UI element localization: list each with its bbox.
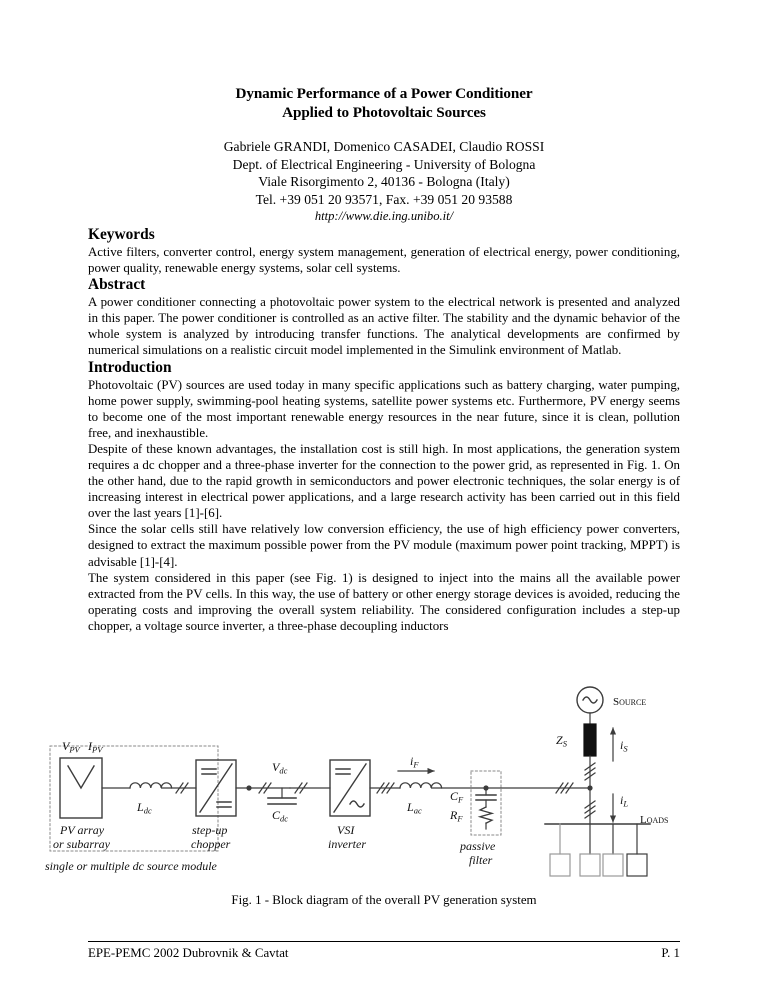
paper-title	[88, 84, 680, 122]
introduction-heading: Introduction	[88, 358, 172, 376]
load-box-1	[550, 854, 570, 876]
page-footer	[88, 946, 680, 961]
abstract-text: A power conditioner connecting a photovoltaic power system to the electrical network is presented and analyzed in this paper. The power conditioner is controlled as an active filter. The stability and the dynamic behavior of the whole system is analyzed by introducing transfer functions. The analytical developments are confirmed by numerical simulations on a realistic circuit model implemented in the Simulink environment of Matlab.	[88, 295, 680, 358]
pv-system-block-diagram	[0, 676, 768, 891]
resistor-rf-symbol	[480, 807, 492, 823]
label-filter-line1: passive	[460, 839, 496, 853]
figure-caption: Fig. 1 - Block diagram of the overall PV generation system	[231, 893, 537, 907]
figure-1	[0, 676, 768, 916]
label-chopper-line1: step-up	[192, 823, 228, 837]
label-loads: Loads	[640, 814, 669, 826]
label-current-is: $i_S$	[620, 738, 628, 754]
introduction-paragraph-4: The system considered in this paper (see Fig. 1) is designed to inject into the mains all the available power extracted from the PV cells. In this way, the use of battery or other energy storage devices is avoided, reducing the operating costs and improving the overall system reliability. The considered configuration includes a step-up chopper, a voltage source inverter, a three-phase decoupling inductors	[88, 570, 680, 633]
label-cap-cf: $C_F$	[450, 789, 464, 805]
label-module-note: single or multiple dc source module	[45, 859, 217, 873]
label-pv-current: $I_{PV}$	[88, 739, 103, 755]
footer-divider	[88, 941, 680, 942]
footer-conference: EPE-PEMC 2002 Dubrovnik & Cavtat	[88, 946, 289, 960]
introduction-paragraph-1: Photovoltaic (PV) sources are used today in many specific applications such as battery charging, water pumping, home power supply, swimming-pool heating systems, satellite power systems etc. Furthermore, PV energy seems to become one of the most important renewable energy resources in the near future, since it is clean, pollution free, and inexhaustible.	[88, 377, 680, 440]
abstract-heading: Abstract	[88, 276, 146, 294]
label-inductor-ldc: $L_{dc}$	[137, 800, 152, 816]
introduction-paragraph-2: Despite of these known advantages, the installation cost is still high. In most applications, the generation system requires a dc chopper and a three-phase inverter for the connection to the power grid, as represented in Fig. 1. On the other hand, due to the rapid growth in semiconductors and power electronic techniques, the solar energy is of increasing interest in electrical power applications, and a large research activity has been carried out in this field over the last years [1]-[6].	[88, 441, 680, 521]
load-box-2	[580, 854, 600, 876]
label-cdc: $C_{dc}$	[272, 808, 289, 824]
vsi-ac-sine-glyph	[350, 801, 364, 807]
title-line-1: Dynamic Performance of a Power Conditioner	[235, 85, 533, 102]
keywords-text: Active filters, converter control, energy system management, generation of electrical energy, power conditioning, power quality, renewable energy systems, solar cell systems.	[88, 244, 680, 276]
label-current-il: $i_L$	[620, 793, 629, 809]
label-pv-array-line2: or subarray	[53, 837, 111, 851]
homepage-url[interactable]: http://www.die.ing.unibo.it/	[314, 209, 454, 224]
keywords-heading: Keywords	[88, 225, 155, 243]
affiliation: Dept. of Electrical Engineering - University of Bologna	[232, 156, 536, 172]
introduction-paragraph-3: Since the solar cells still have relatively low conversion efficiency, the use of high efficiency power converters, designed to extract the maximum possible power from the PV module (maximum power point tracking, MPPT) is advisable [1]-[4].	[88, 522, 680, 569]
label-inductor-lac: $L_{ac}$	[407, 800, 422, 816]
contact-info: Tel. +39 051 20 93571, Fax. +39 051 20 93588	[255, 191, 513, 207]
load-box-3	[603, 854, 623, 876]
author-names: Gabriele GRANDI, Domenico CASADEI, Claudio ROSSI	[223, 139, 545, 154]
label-vsi-line1: VSI	[337, 823, 355, 837]
label-source: Source	[613, 696, 647, 708]
title-line-2: Applied to Photovoltaic Sources	[282, 104, 486, 121]
paper-content	[88, 84, 680, 634]
label-pv-array-line1: PV array	[60, 823, 105, 837]
label-filter-line2: filter	[469, 853, 493, 867]
load-box-4	[627, 854, 647, 876]
label-vdc: $V_{dc}$	[272, 760, 288, 776]
dc-link-junction-node	[246, 785, 251, 790]
label-chopper-line2: chopper	[191, 837, 231, 851]
ac-source-sine-glyph	[583, 697, 597, 703]
chopper-diagonal	[200, 764, 232, 812]
label-vsi-line2: inverter	[328, 837, 366, 851]
label-pv-voltage: $V_{PV}$	[62, 739, 80, 755]
address: Viale Risorgimento 2, 40136 - Bologna (Italy)	[258, 174, 510, 190]
label-current-if: $i_F$	[410, 754, 419, 770]
source-impedance-zs	[584, 724, 596, 756]
inductor-lac-symbol	[400, 783, 442, 788]
author-block	[88, 138, 680, 226]
label-res-rf: $R_F$	[450, 808, 463, 824]
footer-page-number: P. 1	[661, 946, 680, 960]
pv-array-glyph	[68, 766, 94, 788]
label-impedance-zs: $Z_S$	[556, 733, 567, 749]
inductor-ldc-symbol	[130, 783, 172, 788]
